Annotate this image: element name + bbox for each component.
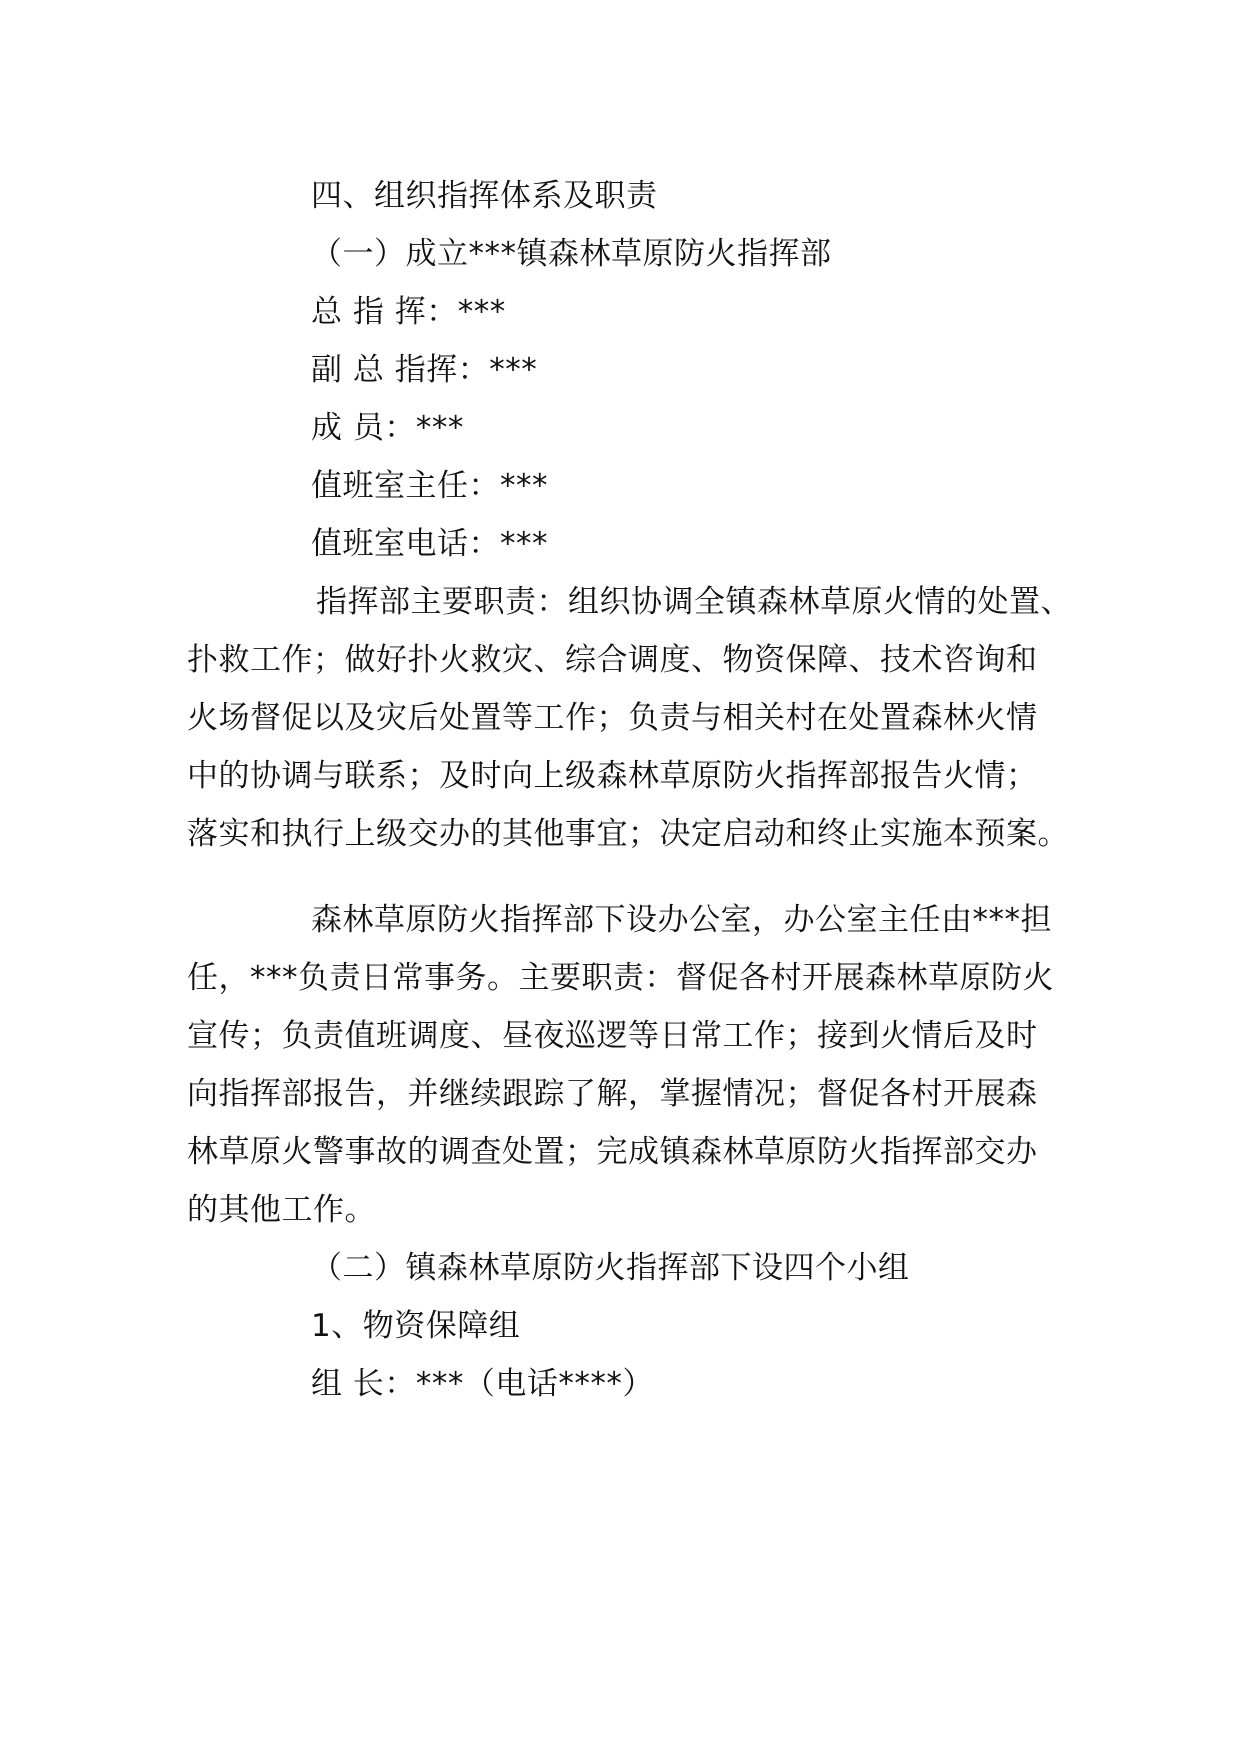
paragraph-2-line: 林草原火警事故的调查处置；完成镇森林草原防火指挥部交办: [187, 1134, 1038, 1170]
paragraph-1-line: 扑救工作；做好扑火救灾、综合调度、物资保障、技术咨询和: [187, 642, 1038, 678]
paragraph-2-line: 森林草原防火指挥部下设办公室，办公室主任由***担: [311, 902, 1052, 938]
duty-director-line: 值班室主任：***: [311, 468, 548, 504]
paragraph-2-line: 宣传；负责值班调度、昼夜巡逻等日常工作；接到火情后及时: [187, 1018, 1038, 1054]
deputy-commander-line: 副 总 指挥：***: [311, 352, 538, 388]
paragraph-2-line: 任，***负责日常事务。主要职责：督促各村开展森林草原防火: [187, 960, 1054, 996]
paragraph-2-line: 向指挥部报告，并继续跟踪了解，掌握情况；督促各村开展森: [187, 1076, 1038, 1112]
group-1-title: 1、物资保障组: [311, 1308, 521, 1344]
paragraph-1-line: 中的协调与联系；及时向上级森林草原防火指挥部报告火情；: [187, 758, 1038, 794]
subsection-heading-2: （二）镇森林草原防火指挥部下设四个小组: [311, 1250, 910, 1286]
section-heading: 四、组织指挥体系及职责: [311, 178, 658, 214]
duty-phone-line: 值班室电话：***: [311, 526, 548, 562]
commander-line: 总 指 挥：***: [311, 294, 506, 330]
subsection-heading-1: （一）成立***镇森林草原防火指挥部: [311, 236, 832, 272]
group-1-leader: 组 长：***（电话****）: [311, 1366, 654, 1402]
members-line: 成 员：***: [311, 410, 464, 446]
paragraph-2-line: 的其他工作。: [187, 1192, 376, 1228]
paragraph-1-line: 落实和执行上级交办的其他事宜；决定启动和终止实施本预案。: [187, 816, 1069, 852]
paragraph-1-line: 火场督促以及灾后处置等工作；负责与相关村在处置森林火情: [187, 700, 1038, 736]
paragraph-1-line: 指挥部主要职责：组织协调全镇森林草原火情的处置、: [316, 584, 1072, 620]
